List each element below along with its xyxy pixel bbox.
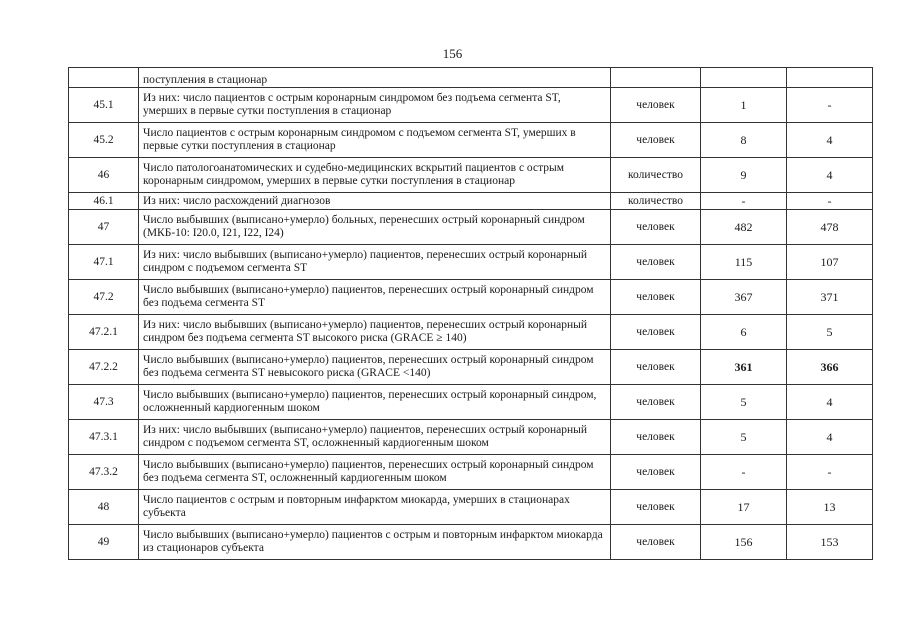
row-number: 46.1 bbox=[69, 193, 139, 210]
table-row bbox=[69, 455, 873, 490]
indicator-name: Число выбывших (выписано+умерло) пациентов, перенесших острый коронарный синдром без подъема сегмента ST, осложненный кардиогенным шоком bbox=[139, 455, 611, 490]
value-col-2: 371 bbox=[787, 280, 873, 315]
indicator-name: Число патологоанатомических и судебно-медицинских вскрытий пациентов с острым коронарным синдромом, умерших в первые сутки поступления в стационар bbox=[139, 158, 611, 193]
table-row bbox=[69, 68, 873, 88]
statistics-table bbox=[68, 67, 873, 560]
value-col-2: 4 bbox=[787, 158, 873, 193]
page-number: 156 bbox=[442, 46, 463, 61]
table-row bbox=[69, 210, 873, 245]
indicator-name: Число пациентов с острым коронарным синдромом с подъемом сегмента ST, умерших в первые сутки поступления в стационар bbox=[139, 123, 611, 158]
indicator-name: Число выбывших (выписано+умерло) пациентов с острым и повторным инфарктом миокарда из стационаров субъекта bbox=[139, 525, 611, 560]
value-col-2: - bbox=[787, 455, 873, 490]
row-number: 47.2 bbox=[69, 280, 139, 315]
unit-of-measure: человек bbox=[611, 315, 701, 350]
indicator-name: Из них: число пациентов с острым коронарным синдромом без подъема сегмента ST, умерших в первые сутки поступления в стационар bbox=[139, 88, 611, 123]
value-col-1: 367 bbox=[701, 280, 787, 315]
row-number: 46 bbox=[69, 158, 139, 193]
table-row bbox=[69, 315, 873, 350]
value-col-1: 6 bbox=[701, 315, 787, 350]
row-number: 47 bbox=[69, 210, 139, 245]
value-col-1: 1 bbox=[701, 88, 787, 123]
row-number: 47.3 bbox=[69, 385, 139, 420]
value-col-2: - bbox=[787, 193, 873, 210]
row-number: 47.3.2 bbox=[69, 455, 139, 490]
value-col-1: 5 bbox=[701, 385, 787, 420]
table-row bbox=[69, 280, 873, 315]
indicator-name: Число выбывших (выписано+умерло) пациентов, перенесших острый коронарный синдром, осложненный кардиогенным шоком bbox=[139, 385, 611, 420]
unit-of-measure: человек bbox=[611, 455, 701, 490]
table-row bbox=[69, 245, 873, 280]
row-number: 45.2 bbox=[69, 123, 139, 158]
unit-of-measure: человек bbox=[611, 490, 701, 525]
value-col-2: 13 bbox=[787, 490, 873, 525]
indicator-name: Число выбывших (выписано+умерло) больных, перенесших острый коронарный синдром (МКБ-10: I20.0, I21, I22, I24) bbox=[139, 210, 611, 245]
indicator-name: поступления в стационар bbox=[139, 68, 611, 88]
unit-of-measure: человек bbox=[611, 385, 701, 420]
indicator-name: Из них: число выбывших (выписано+умерло) пациентов, перенесших острый коронарный синдром с подъемом сегмента ST bbox=[139, 245, 611, 280]
unit-of-measure: количество bbox=[611, 158, 701, 193]
value-col-1: - bbox=[701, 193, 787, 210]
table-row bbox=[69, 350, 873, 385]
row-number: 47.2.1 bbox=[69, 315, 139, 350]
indicator-name: Число выбывших (выписано+умерло) пациентов, перенесших острый коронарный синдром без подъема сегмента ST bbox=[139, 280, 611, 315]
value-col-1: 17 bbox=[701, 490, 787, 525]
unit-of-measure: человек bbox=[611, 88, 701, 123]
unit-of-measure bbox=[611, 68, 701, 88]
value-col-1: 115 bbox=[701, 245, 787, 280]
table-row bbox=[69, 490, 873, 525]
row-number: 47.2.2 bbox=[69, 350, 139, 385]
value-col-1: 482 bbox=[701, 210, 787, 245]
unit-of-measure: человек bbox=[611, 245, 701, 280]
value-col-2: 107 bbox=[787, 245, 873, 280]
value-col-2: 153 bbox=[787, 525, 873, 560]
table-row bbox=[69, 525, 873, 560]
value-col-2: 366 bbox=[787, 350, 873, 385]
row-number: 48 bbox=[69, 490, 139, 525]
value-col-2: 4 bbox=[787, 385, 873, 420]
value-col-1: 156 bbox=[701, 525, 787, 560]
row-number: 49 bbox=[69, 525, 139, 560]
value-col-1: 361 bbox=[701, 350, 787, 385]
row-number bbox=[69, 68, 139, 88]
indicator-name: Число выбывших (выписано+умерло) пациентов, перенесших острый коронарный синдром без подъема сегмента ST невысокого риска (GRACE <140) bbox=[139, 350, 611, 385]
unit-of-measure: человек bbox=[611, 210, 701, 245]
value-col-1: - bbox=[701, 455, 787, 490]
unit-of-measure: человек bbox=[611, 525, 701, 560]
value-col-1 bbox=[701, 68, 787, 88]
table-row bbox=[69, 88, 873, 123]
row-number: 45.1 bbox=[69, 88, 139, 123]
unit-of-measure: человек bbox=[611, 280, 701, 315]
indicator-name: Из них: число выбывших (выписано+умерло) пациентов, перенесших острый коронарный синдром без подъема сегмента ST высокого риска (GRACE ≥ 140) bbox=[139, 315, 611, 350]
indicator-name: Из них: число расхождений диагнозов bbox=[139, 193, 611, 210]
table-row bbox=[69, 385, 873, 420]
value-col-2: 5 bbox=[787, 315, 873, 350]
unit-of-measure: человек bbox=[611, 350, 701, 385]
row-number: 47.1 bbox=[69, 245, 139, 280]
value-col-2: 478 bbox=[787, 210, 873, 245]
row-number: 47.3.1 bbox=[69, 420, 139, 455]
table-row bbox=[69, 123, 873, 158]
value-col-2: 4 bbox=[787, 123, 873, 158]
table-row bbox=[69, 420, 873, 455]
table-row bbox=[69, 193, 873, 210]
value-col-1: 8 bbox=[701, 123, 787, 158]
value-col-1: 9 bbox=[701, 158, 787, 193]
unit-of-measure: количество bbox=[611, 193, 701, 210]
indicator-name: Число пациентов с острым и повторным инфарктом миокарда, умерших в стационарах субъекта bbox=[139, 490, 611, 525]
table-body bbox=[69, 68, 873, 560]
value-col-2: - bbox=[787, 88, 873, 123]
value-col-1: 5 bbox=[701, 420, 787, 455]
value-col-2: 4 bbox=[787, 420, 873, 455]
value-col-2 bbox=[787, 68, 873, 88]
unit-of-measure: человек bbox=[611, 420, 701, 455]
indicator-name: Из них: число выбывших (выписано+умерло) пациентов, перенесших острый коронарный синдром с подъемом сегмента ST, осложненный кардиогенным шоком bbox=[139, 420, 611, 455]
table-row bbox=[69, 158, 873, 193]
unit-of-measure: человек bbox=[611, 123, 701, 158]
